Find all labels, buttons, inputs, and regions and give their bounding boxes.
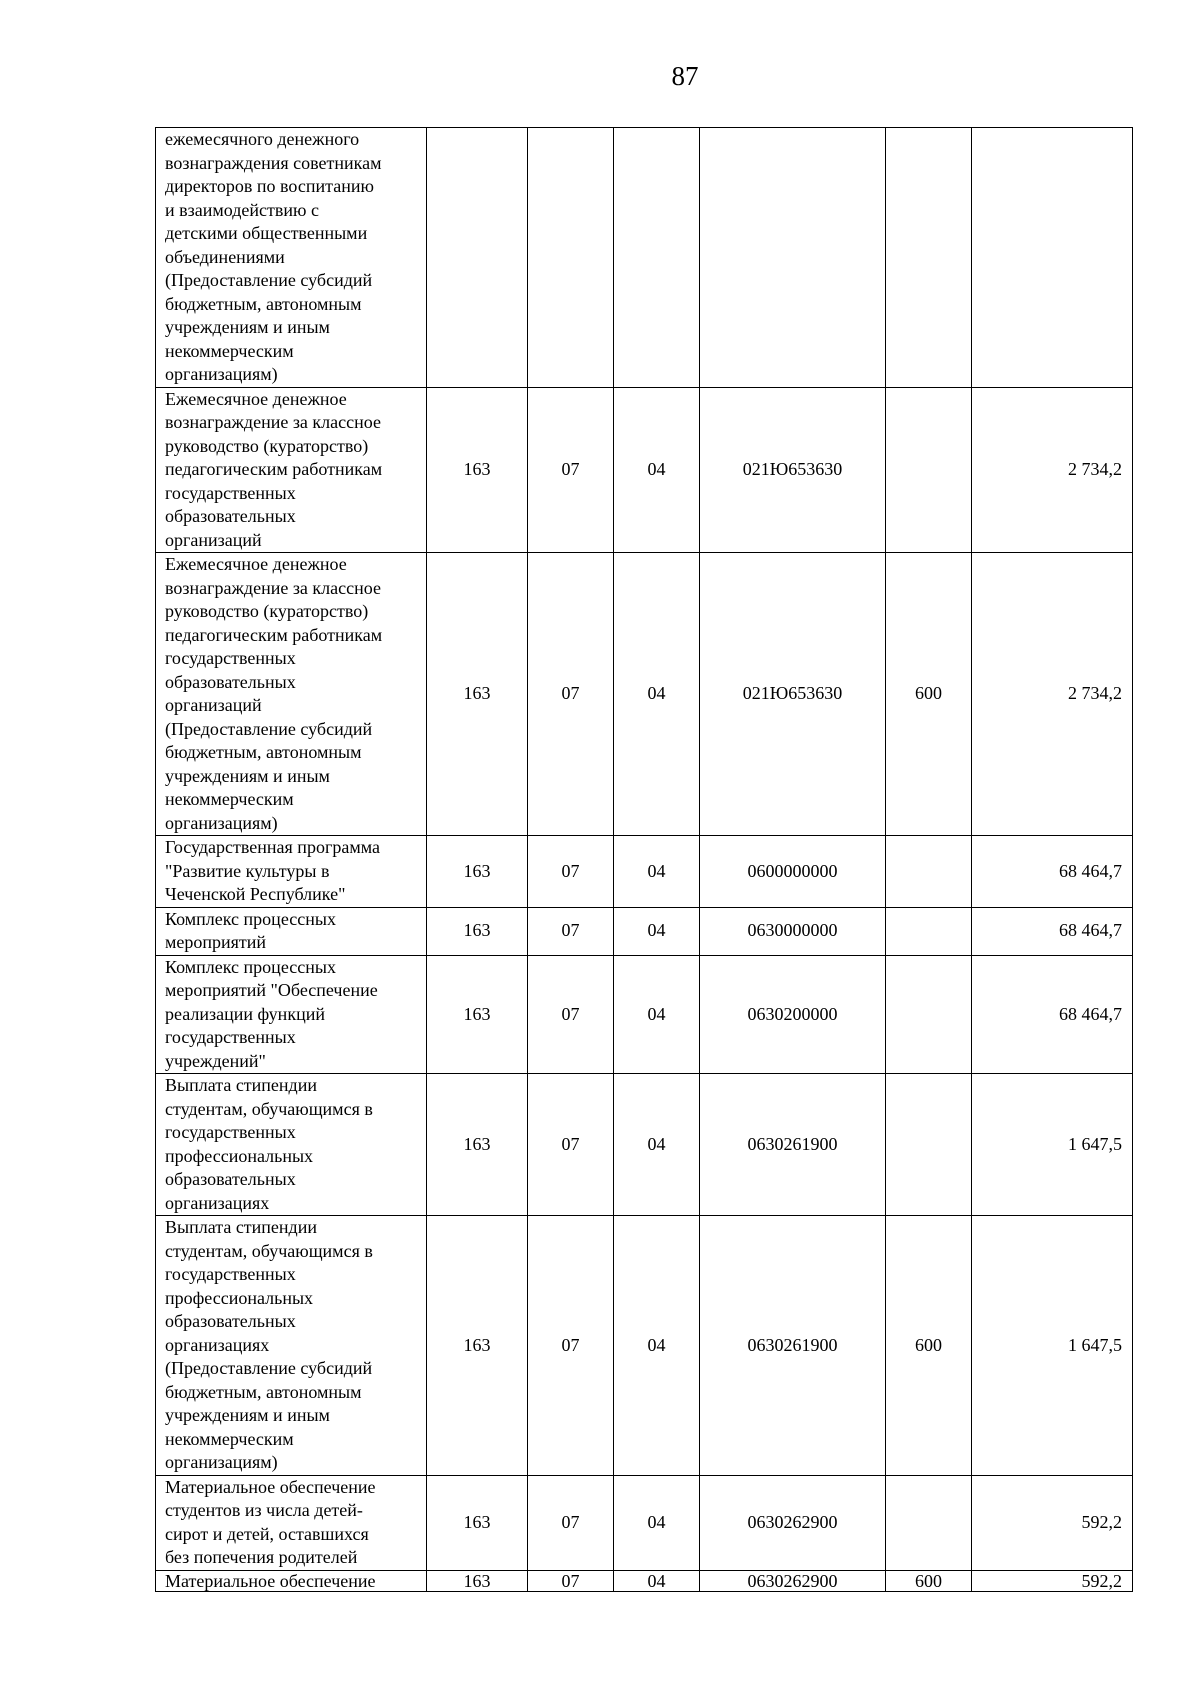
expense-type-cell — [886, 836, 972, 908]
target-article-cell: 0630000000 — [700, 907, 886, 955]
amount-cell — [972, 128, 1133, 388]
row-name-cell: ежемесячного денежного вознаграждения советникам директоров по воспитанию и взаимодействию с детскими общественными объединениями (Предоставление субсидий бюджетным, автономным учреждениям и иным некоммерческим организациям) — [156, 128, 427, 388]
table-row — [156, 1570, 1133, 1591]
subsection-code-cell: 04 — [614, 1074, 700, 1216]
table-row — [156, 1074, 1133, 1216]
ministry-code-cell — [427, 128, 528, 388]
table-row — [156, 907, 1133, 955]
table-row — [156, 836, 1133, 908]
subsection-code-cell: 04 — [614, 1475, 700, 1570]
section-code-cell: 07 — [528, 836, 614, 908]
target-article-cell — [700, 128, 886, 388]
ministry-code-cell: 163 — [427, 1570, 528, 1591]
ministry-code-cell: 163 — [427, 1216, 528, 1476]
table-row — [156, 1216, 1133, 1476]
expense-type-cell — [886, 1074, 972, 1216]
amount-cell: 2 734,2 — [972, 387, 1133, 553]
section-code-cell: 07 — [528, 1216, 614, 1476]
amount-cell: 1 647,5 — [972, 1074, 1133, 1216]
amount-cell: 592,2 — [972, 1475, 1133, 1570]
subsection-code-cell: 04 — [614, 387, 700, 553]
ministry-code-cell: 163 — [427, 387, 528, 553]
ministry-code-cell: 163 — [427, 836, 528, 908]
amount-cell: 68 464,7 — [972, 955, 1133, 1074]
expense-type-cell — [886, 1475, 972, 1570]
expense-type-cell: 600 — [886, 1216, 972, 1476]
row-name-cell: Выплата стипендии студентам, обучающимся в государственных профессиональных образовательных организациях (Предоставление субсидий бюджетным, автономным учреждениям и иным некоммерческим организациям) — [156, 1216, 427, 1476]
amount-cell: 2 734,2 — [972, 553, 1133, 836]
target-article-cell: 0630262900 — [700, 1570, 886, 1591]
target-article-cell: 0630200000 — [700, 955, 886, 1074]
subsection-code-cell: 04 — [614, 1216, 700, 1476]
section-code-cell: 07 — [528, 1570, 614, 1591]
section-code-cell — [528, 128, 614, 388]
section-code-cell: 07 — [528, 387, 614, 553]
section-code-cell: 07 — [528, 907, 614, 955]
expense-type-cell — [886, 387, 972, 553]
ministry-code-cell: 163 — [427, 955, 528, 1074]
table-row — [156, 553, 1133, 836]
target-article-cell: 0630261900 — [700, 1216, 886, 1476]
ministry-code-cell: 163 — [427, 1074, 528, 1216]
expense-type-cell — [886, 955, 972, 1074]
ministry-code-cell: 163 — [427, 907, 528, 955]
table-row — [156, 128, 1133, 388]
amount-cell: 592,2 — [972, 1570, 1133, 1591]
section-code-cell: 07 — [528, 1074, 614, 1216]
amount-cell: 1 647,5 — [972, 1216, 1133, 1476]
section-code-cell: 07 — [528, 553, 614, 836]
subsection-code-cell: 04 — [614, 907, 700, 955]
table-row — [156, 955, 1133, 1074]
subsection-code-cell: 04 — [614, 1570, 700, 1591]
section-code-cell: 07 — [528, 955, 614, 1074]
expense-type-cell — [886, 128, 972, 388]
budget-table — [155, 127, 1133, 1592]
subsection-code-cell: 04 — [614, 553, 700, 836]
row-name-cell: Материальное обеспечение — [156, 1570, 427, 1591]
target-article-cell: 021Ю653630 — [700, 387, 886, 553]
row-name-cell: Выплата стипендии студентам, обучающимся в государственных профессиональных образовательных организациях — [156, 1074, 427, 1216]
subsection-code-cell: 04 — [614, 836, 700, 908]
target-article-cell: 021Ю653630 — [700, 553, 886, 836]
row-name-cell: Материальное обеспечение студентов из числа детей- сирот и детей, оставшихся без попечения родителей — [156, 1475, 427, 1570]
table-row — [156, 1475, 1133, 1570]
row-name-cell: Ежемесячное денежное вознаграждение за классное руководство (кураторство) педагогическим работникам государственных образовательных организаций — [156, 387, 427, 553]
subsection-code-cell — [614, 128, 700, 388]
expense-type-cell: 600 — [886, 1570, 972, 1591]
target-article-cell: 0630262900 — [700, 1475, 886, 1570]
row-name-cell: Ежемесячное денежное вознаграждение за классное руководство (кураторство) педагогическим работникам государственных образовательных организаций (Предоставление субсидий бюджетным, автономным учреждениям и иным некоммерческим организациям) — [156, 553, 427, 836]
section-code-cell: 07 — [528, 1475, 614, 1570]
subsection-code-cell: 04 — [614, 955, 700, 1074]
ministry-code-cell: 163 — [427, 1475, 528, 1570]
table-row — [156, 387, 1133, 553]
target-article-cell: 0600000000 — [700, 836, 886, 908]
page-number: 87 — [671, 61, 699, 91]
target-article-cell: 0630261900 — [700, 1074, 886, 1216]
amount-cell: 68 464,7 — [972, 836, 1133, 908]
ministry-code-cell: 163 — [427, 553, 528, 836]
row-name-cell: Комплекс процессных мероприятий — [156, 907, 427, 955]
expense-type-cell — [886, 907, 972, 955]
expense-type-cell: 600 — [886, 553, 972, 836]
amount-cell: 68 464,7 — [972, 907, 1133, 955]
row-name-cell: Комплекс процессных мероприятий "Обеспечение реализации функций государственных учреждений" — [156, 955, 427, 1074]
row-name-cell: Государственная программа "Развитие культуры в Чеченской Республике" — [156, 836, 427, 908]
